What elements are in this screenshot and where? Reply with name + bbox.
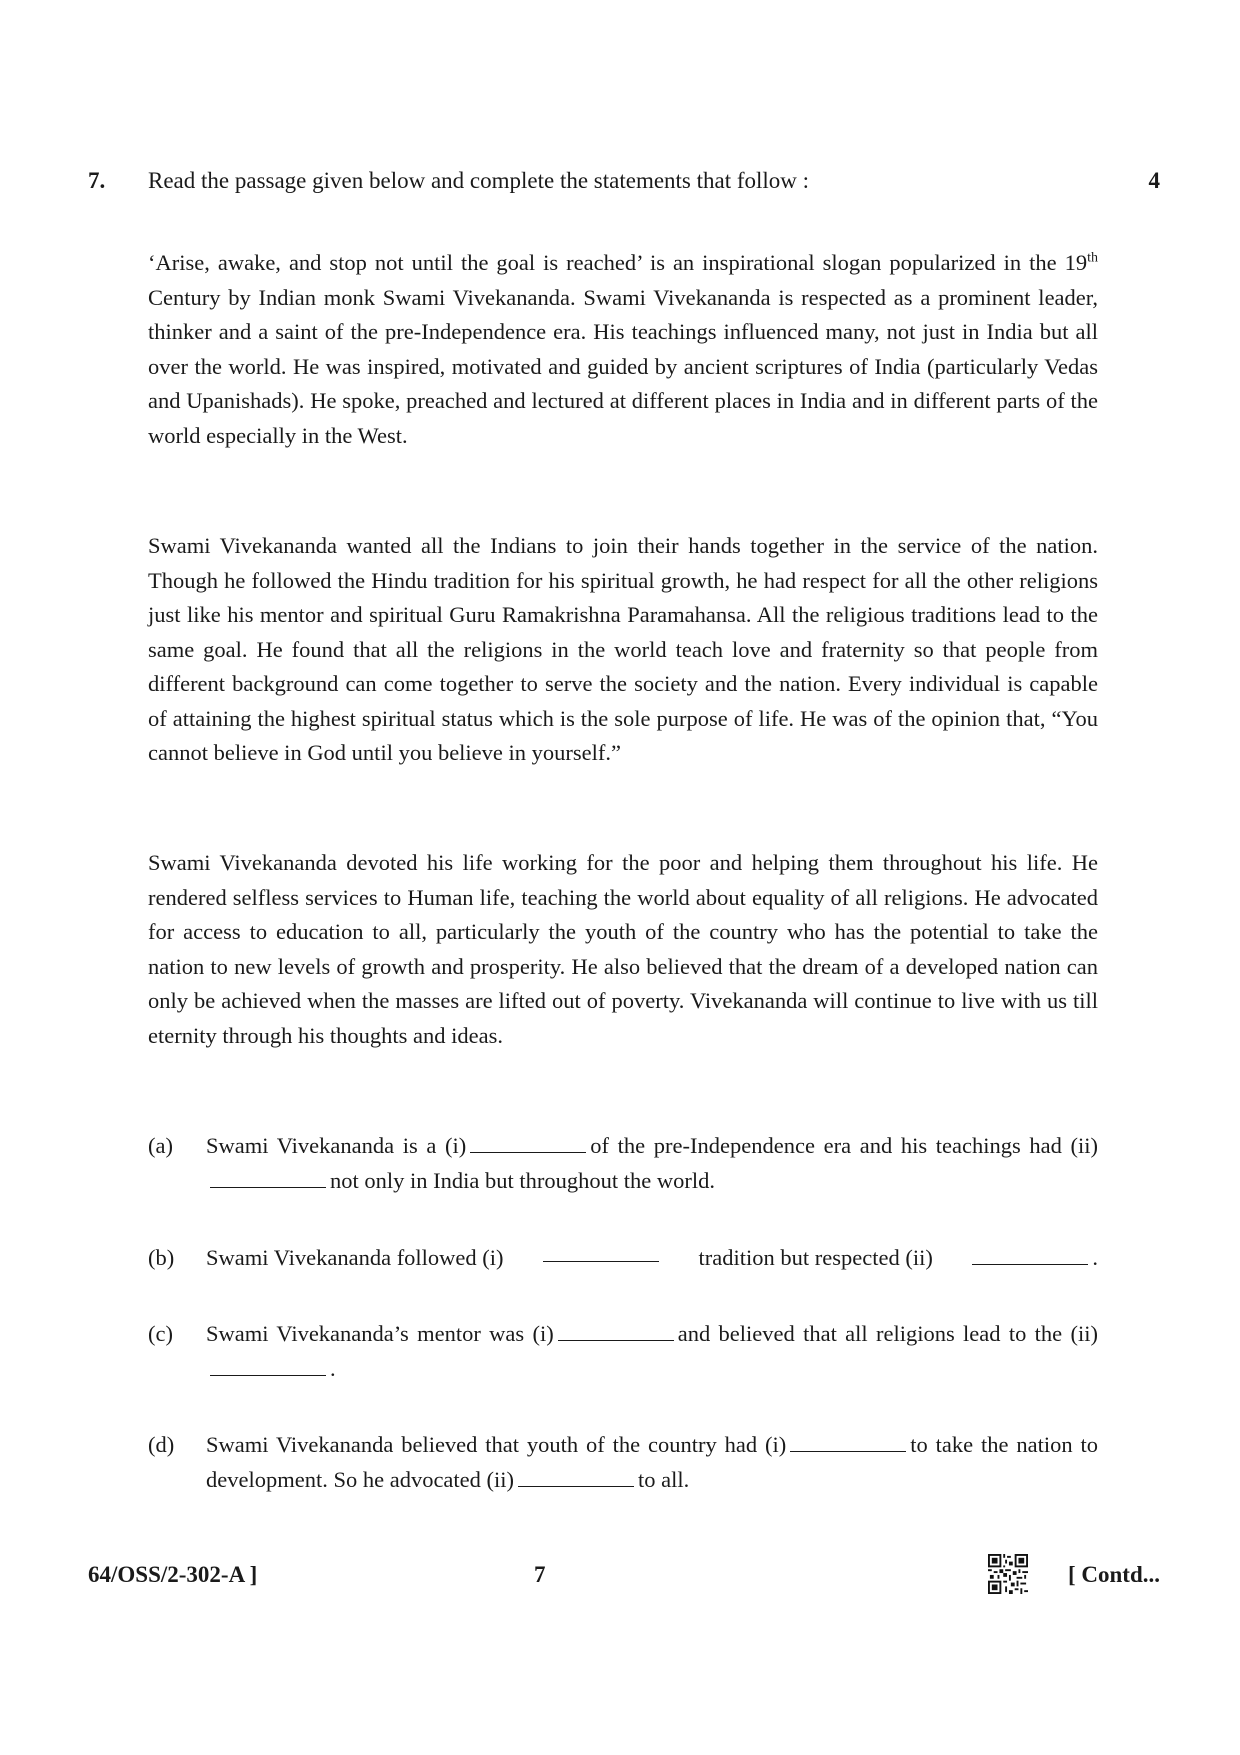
passage-paragraph-2: Swami Vivekananda wanted all the Indians to join their hands together in the service of the nation. Though he followed the Hindu tradition for his spiritual growth, he had respect for all the other religions just like his mentor and spiritual Guru Ramakrishna Paramahansa. All the religious traditions lead to the same goal. He found that all the religions in the world teach love and fraternity so that people from different background can come together to serve the society and the nation. Every individual is capable of attaining the highest spiritual status which is the sole purpose of life. He was of the opinion that, “You cannot believe in God until you believe in yourself.”	[148, 533, 1098, 765]
blank-line	[470, 1132, 586, 1153]
blank-line	[543, 1241, 659, 1262]
qr-code-icon	[988, 1554, 1028, 1594]
statement-label: (a)	[148, 1133, 173, 1158]
statement-label: (b)	[148, 1245, 175, 1270]
statement-label: (c)	[148, 1321, 173, 1346]
statement-a: (a) Swami Vivekananda is a (i) of the pre-Independence era and his teachings had (ii)not only in India but throughout the world.	[148, 1129, 1098, 1198]
question-marks: 4	[1148, 168, 1160, 193]
statement-d: (d) Swami Vivekananda believed that youth of the country had (i) to take the nation to development. So he advocated (ii) to all.	[148, 1428, 1098, 1497]
statement-c: (c) Swami Vivekananda’s mentor was (i) and believed that all religions lead to the (ii).	[148, 1317, 1098, 1386]
blank-line	[972, 1244, 1088, 1265]
question-number: 7.	[88, 168, 106, 193]
paper-code: 64/OSS/2-302-A ]	[88, 1562, 258, 1587]
statement-label: (d)	[148, 1432, 175, 1457]
question-header	[88, 168, 1160, 200]
blank-line	[518, 1466, 634, 1487]
statement-b: (b) Swami Vivekananda followed (i) tradition but respected (ii) .	[148, 1241, 1098, 1276]
page-footer	[88, 1562, 1160, 1602]
blank-line	[210, 1167, 326, 1188]
continued-label: [ Contd...	[1067, 1562, 1160, 1587]
blank-line	[790, 1431, 906, 1452]
page-number: 7	[534, 1562, 546, 1587]
blank-line	[558, 1320, 674, 1341]
question-instruction: Read the passage given below and complete the statements that follow :	[148, 168, 810, 193]
passage-paragraph-3: Swami Vivekananda devoted his life working for the poor and helping them throughout his life. He rendered selfless services to Human life, teaching the world about equality of all religions. He advocated for access to education to all, particularly the youth of the country who has the potential to take the nation to new levels of growth and prosperity. He also believed that the dream of a developed nation can only be achieved when the masses are lifted out of poverty. Vivekananda will continue to live with us till eternity through his thoughts and ideas.	[148, 850, 1098, 1048]
blank-line	[210, 1355, 326, 1376]
passage-paragraph-1: ‘Arise, awake, and stop not until the goal is reached’ is an inspirational slogan popularized in the 19th Century by Indian monk Swami Vivekananda. Swami Vivekananda is respected as a prominent leader, thinker and a saint of the pre-Independence era. His teachings influenced many, not just in India but all over the world. He was inspired, motivated and guided by ancient scriptures of India (particularly Vedas and Upanishads). He spoke, preached and lectured at different places in India and in different parts of the world especially in the West.	[148, 250, 1098, 448]
